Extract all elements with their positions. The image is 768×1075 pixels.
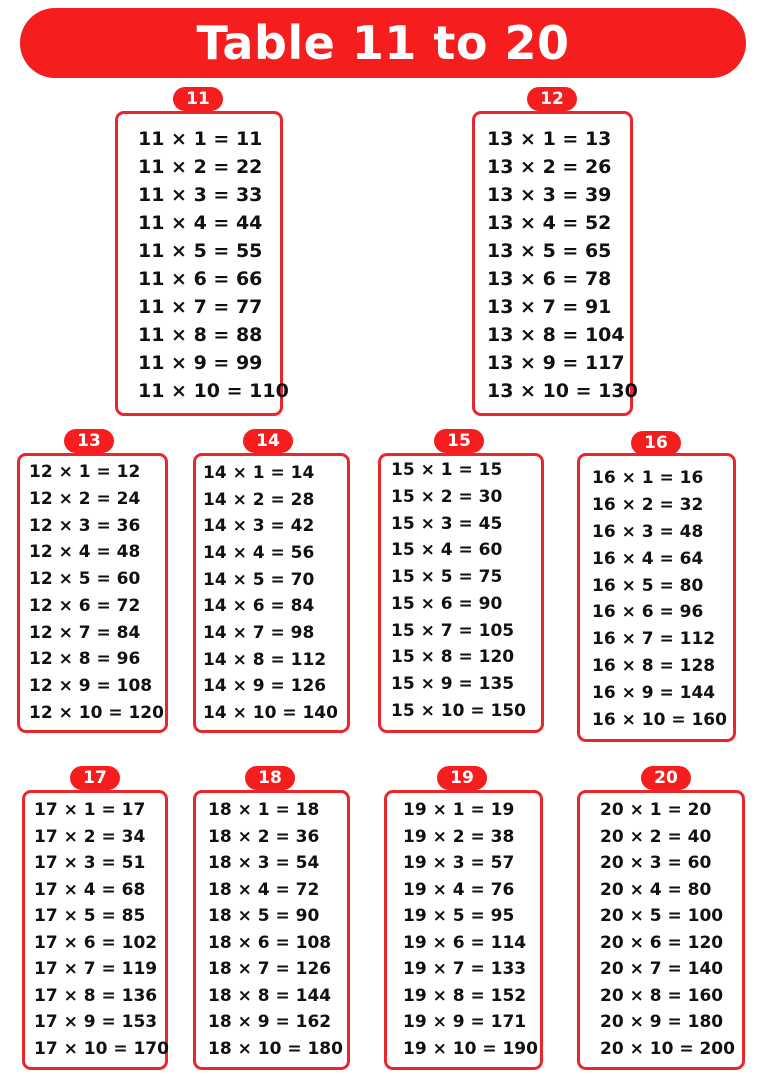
table-row: 14 × 1 = 14 <box>203 463 315 483</box>
table-row: 16 × 2 = 32 <box>592 494 704 515</box>
table-row: 20 × 4 = 80 <box>600 879 712 900</box>
table-row: 15 × 4 = 60 <box>391 540 503 561</box>
table-row: 11 × 2 = 22 <box>138 156 263 178</box>
table-row: 18 × 9 = 162 <box>208 1012 332 1033</box>
multiplication-table-card <box>378 453 544 733</box>
table-row: 16 × 4 = 64 <box>592 548 704 569</box>
table-row: 16 × 7 = 112 <box>592 629 716 650</box>
multiplication-table-card <box>22 790 168 1070</box>
table-row: 13 × 6 = 78 <box>487 268 612 290</box>
table-row: 12 × 5 = 60 <box>29 569 141 590</box>
table-row: 19 × 1 = 19 <box>403 800 515 820</box>
table-row: 14 × 2 = 28 <box>203 489 315 510</box>
table-row: 18 × 4 = 72 <box>208 879 320 900</box>
table-row: 16 × 10 = 160 <box>592 709 727 730</box>
multiplication-table-card <box>17 453 168 733</box>
table-row: 11 × 4 = 44 <box>138 212 263 234</box>
table-row: 20 × 8 = 160 <box>600 985 724 1006</box>
table-label-badge: 12 <box>527 87 577 111</box>
table-row: 14 × 3 = 42 <box>203 516 315 537</box>
table-row: 19 × 6 = 114 <box>403 932 527 953</box>
table-row: 17 × 5 = 85 <box>34 906 146 927</box>
table-row: 15 × 10 = 150 <box>391 700 526 721</box>
table-row: 20 × 2 = 40 <box>600 826 712 847</box>
table-row: 17 × 7 = 119 <box>34 959 158 980</box>
table-row: 12 × 6 = 72 <box>29 595 141 616</box>
table-row: 11 × 7 = 77 <box>138 296 263 318</box>
table-row: 17 × 6 = 102 <box>34 932 158 953</box>
table-row: 20 × 6 = 120 <box>600 932 724 953</box>
table-row: 11 × 6 = 66 <box>138 268 263 290</box>
table-row: 13 × 1 = 13 <box>487 128 612 150</box>
table-row: 11 × 1 = 11 <box>138 128 263 150</box>
table-row: 13 × 8 = 104 <box>487 324 625 346</box>
table-row: 18 × 6 = 108 <box>208 932 332 953</box>
table-row: 15 × 9 = 135 <box>391 674 515 695</box>
table-row: 12 × 3 = 36 <box>29 515 141 536</box>
table-row: 17 × 8 = 136 <box>34 985 158 1006</box>
table-rows <box>580 802 742 1058</box>
table-row: 15 × 2 = 30 <box>391 486 503 507</box>
table-row: 11 × 8 = 88 <box>138 324 263 346</box>
table-row: 19 × 4 = 76 <box>403 879 515 900</box>
table-row: 20 × 9 = 180 <box>600 1012 724 1033</box>
table-row: 13 × 9 = 117 <box>487 352 625 374</box>
table-row: 16 × 8 = 128 <box>592 656 716 677</box>
table-row: 12 × 9 = 108 <box>29 676 153 697</box>
table-row: 18 × 2 = 36 <box>208 826 320 847</box>
table-row: 12 × 4 = 48 <box>29 542 141 563</box>
multiplication-table-card <box>193 453 350 733</box>
table-label-badge: 15 <box>434 429 484 453</box>
table-row: 13 × 7 = 91 <box>487 296 612 318</box>
table-label-badge: 19 <box>437 766 487 790</box>
multiplication-table-card <box>577 790 745 1070</box>
table-row: 19 × 7 = 133 <box>403 959 527 980</box>
table-label-badge: 20 <box>641 766 691 790</box>
table-rows <box>25 800 169 1059</box>
table-label-badge: 17 <box>70 766 120 790</box>
table-row: 12 × 1 = 12 <box>29 462 141 482</box>
table-row: 15 × 8 = 120 <box>391 647 515 668</box>
table-rows <box>20 464 165 722</box>
table-row: 19 × 2 = 38 <box>403 826 515 847</box>
table-row: 16 × 3 = 48 <box>592 521 704 542</box>
table-row: 19 × 5 = 95 <box>403 906 515 927</box>
table-row: 11 × 9 = 99 <box>138 352 263 374</box>
table-row: 15 × 1 = 15 <box>391 460 503 480</box>
table-row: 19 × 3 = 57 <box>403 853 515 874</box>
table-row: 19 × 9 = 171 <box>403 1012 527 1033</box>
table-row: 18 × 5 = 90 <box>208 906 320 927</box>
table-row: 11 × 3 = 33 <box>138 184 263 206</box>
table-row: 14 × 4 = 56 <box>203 542 315 563</box>
table-row: 14 × 9 = 126 <box>203 676 327 697</box>
table-row: 17 × 3 = 51 <box>34 853 146 874</box>
title-banner <box>20 8 746 78</box>
table-row: 18 × 1 = 18 <box>208 800 320 820</box>
table-label-badge: 11 <box>173 87 223 111</box>
table-row: 11 × 5 = 55 <box>138 240 263 262</box>
table-row: 16 × 6 = 96 <box>592 602 704 623</box>
table-row: 17 × 9 = 153 <box>34 1012 158 1033</box>
table-row: 16 × 1 = 16 <box>592 468 704 488</box>
table-rows <box>196 465 347 722</box>
table-row: 20 × 1 = 20 <box>600 800 712 820</box>
table-row: 12 × 8 = 96 <box>29 649 141 670</box>
multiplication-table-card <box>115 111 289 416</box>
multiplication-table-card <box>384 790 543 1070</box>
multiplication-table-card <box>472 111 638 416</box>
table-row: 16 × 5 = 80 <box>592 575 704 596</box>
table-row: 12 × 7 = 84 <box>29 622 141 643</box>
table-row: 17 × 1 = 17 <box>34 800 146 820</box>
multiplication-table-card <box>577 453 736 742</box>
table-row: 13 × 3 = 39 <box>487 184 612 206</box>
table-row: 20 × 10 = 200 <box>600 1038 735 1059</box>
table-row: 14 × 7 = 98 <box>203 622 315 643</box>
table-label-badge: 18 <box>245 766 295 790</box>
table-rows <box>475 128 638 402</box>
table-row: 17 × 10 = 170 <box>34 1038 169 1059</box>
table-row: 13 × 5 = 65 <box>487 240 612 262</box>
table-label-badge: 16 <box>631 431 681 455</box>
table-row: 20 × 7 = 140 <box>600 959 724 980</box>
table-row: 15 × 5 = 75 <box>391 567 503 588</box>
table-row: 13 × 2 = 26 <box>487 156 612 178</box>
table-label-badge: 14 <box>243 429 293 453</box>
table-row: 12 × 10 = 120 <box>29 702 164 723</box>
table-rows <box>580 470 733 729</box>
table-row: 19 × 8 = 152 <box>403 985 527 1006</box>
table-row: 12 × 2 = 24 <box>29 488 141 509</box>
table-row: 15 × 6 = 90 <box>391 593 503 614</box>
table-label-badge: 13 <box>64 429 114 453</box>
table-row: 14 × 10 = 140 <box>203 702 338 723</box>
table-rows <box>381 462 541 720</box>
table-rows <box>387 802 540 1058</box>
table-row: 18 × 10 = 180 <box>208 1038 343 1059</box>
page-title: Table 11 to 20 <box>196 16 570 70</box>
table-row: 17 × 4 = 68 <box>34 879 146 900</box>
table-rows <box>196 802 347 1058</box>
table-row: 17 × 2 = 34 <box>34 826 146 847</box>
table-row: 14 × 5 = 70 <box>203 569 315 590</box>
table-row: 11 × 10 = 110 <box>138 380 289 402</box>
multiplication-table-card <box>193 790 350 1070</box>
table-row: 18 × 7 = 126 <box>208 959 332 980</box>
table-row: 13 × 4 = 52 <box>487 212 612 234</box>
table-row: 15 × 3 = 45 <box>391 513 503 534</box>
table-row: 14 × 6 = 84 <box>203 596 315 617</box>
table-rows <box>118 128 289 402</box>
table-row: 19 × 10 = 190 <box>403 1038 538 1059</box>
table-row: 20 × 5 = 100 <box>600 906 724 927</box>
table-row: 13 × 10 = 130 <box>487 380 638 402</box>
table-row: 20 × 3 = 60 <box>600 853 712 874</box>
table-row: 18 × 3 = 54 <box>208 853 320 874</box>
table-row: 16 × 9 = 144 <box>592 683 716 703</box>
table-row: 15 × 7 = 105 <box>391 620 515 641</box>
table-row: 14 × 8 = 112 <box>203 649 327 670</box>
table-row: 18 × 8 = 144 <box>208 985 332 1006</box>
